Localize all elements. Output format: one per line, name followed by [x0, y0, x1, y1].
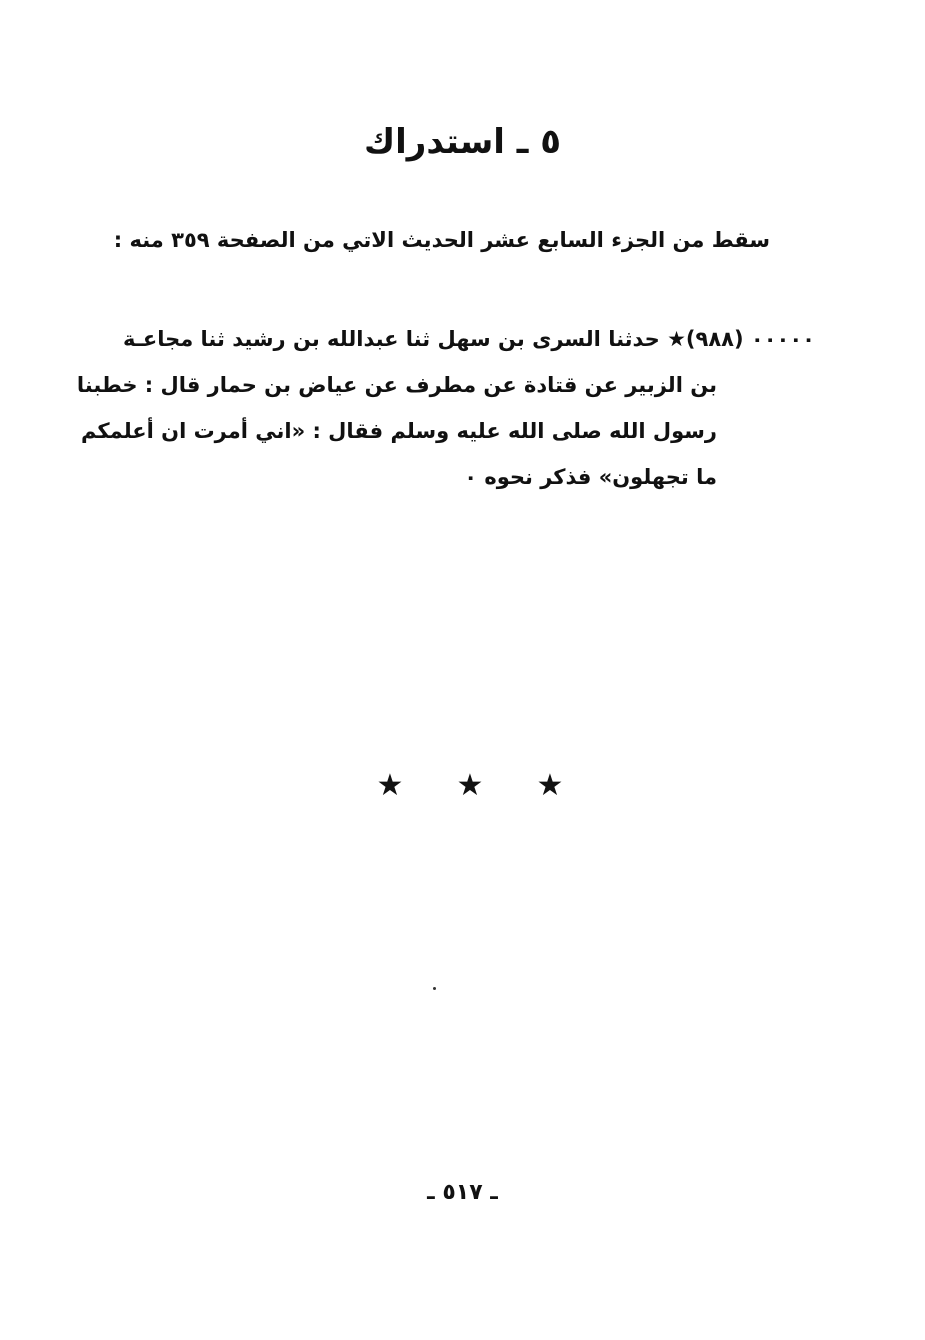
scan-speck — [433, 987, 436, 990]
star-icon: ★ — [376, 767, 404, 803]
section-divider-stars — [370, 765, 570, 805]
hadith-line: ٠٠٠٠٠ (٩٨٨)★ حدثنا السرى بن سهل ثنا عبدالله بن رشيد ثنا مجاعـة — [122, 327, 815, 351]
intro-sentence: سقط من الجزء السابع عشر الحديث الاتي من الصفحة ٣٥٩ منه : — [113, 228, 770, 252]
hadith-line: رسول الله صلى الله عليه وسلم فقال : «اني أمرت ان أعلمكم — [80, 419, 717, 443]
hadith-line: بن الزبير عن قتادة عن مطرف عن عياض بن حمار قال : خطبنا — [76, 373, 717, 397]
page-number: ـ ٥١٧ ـ — [427, 1180, 498, 1205]
hadith-line: ما تجهلون» فذكر نحوه ٠ — [464, 465, 717, 489]
section-title: ٥ ـ استدراك — [363, 122, 562, 162]
star-icon: ★ — [536, 767, 564, 803]
hadith-text — [76, 316, 815, 500]
star-icon: ★ — [456, 767, 484, 803]
